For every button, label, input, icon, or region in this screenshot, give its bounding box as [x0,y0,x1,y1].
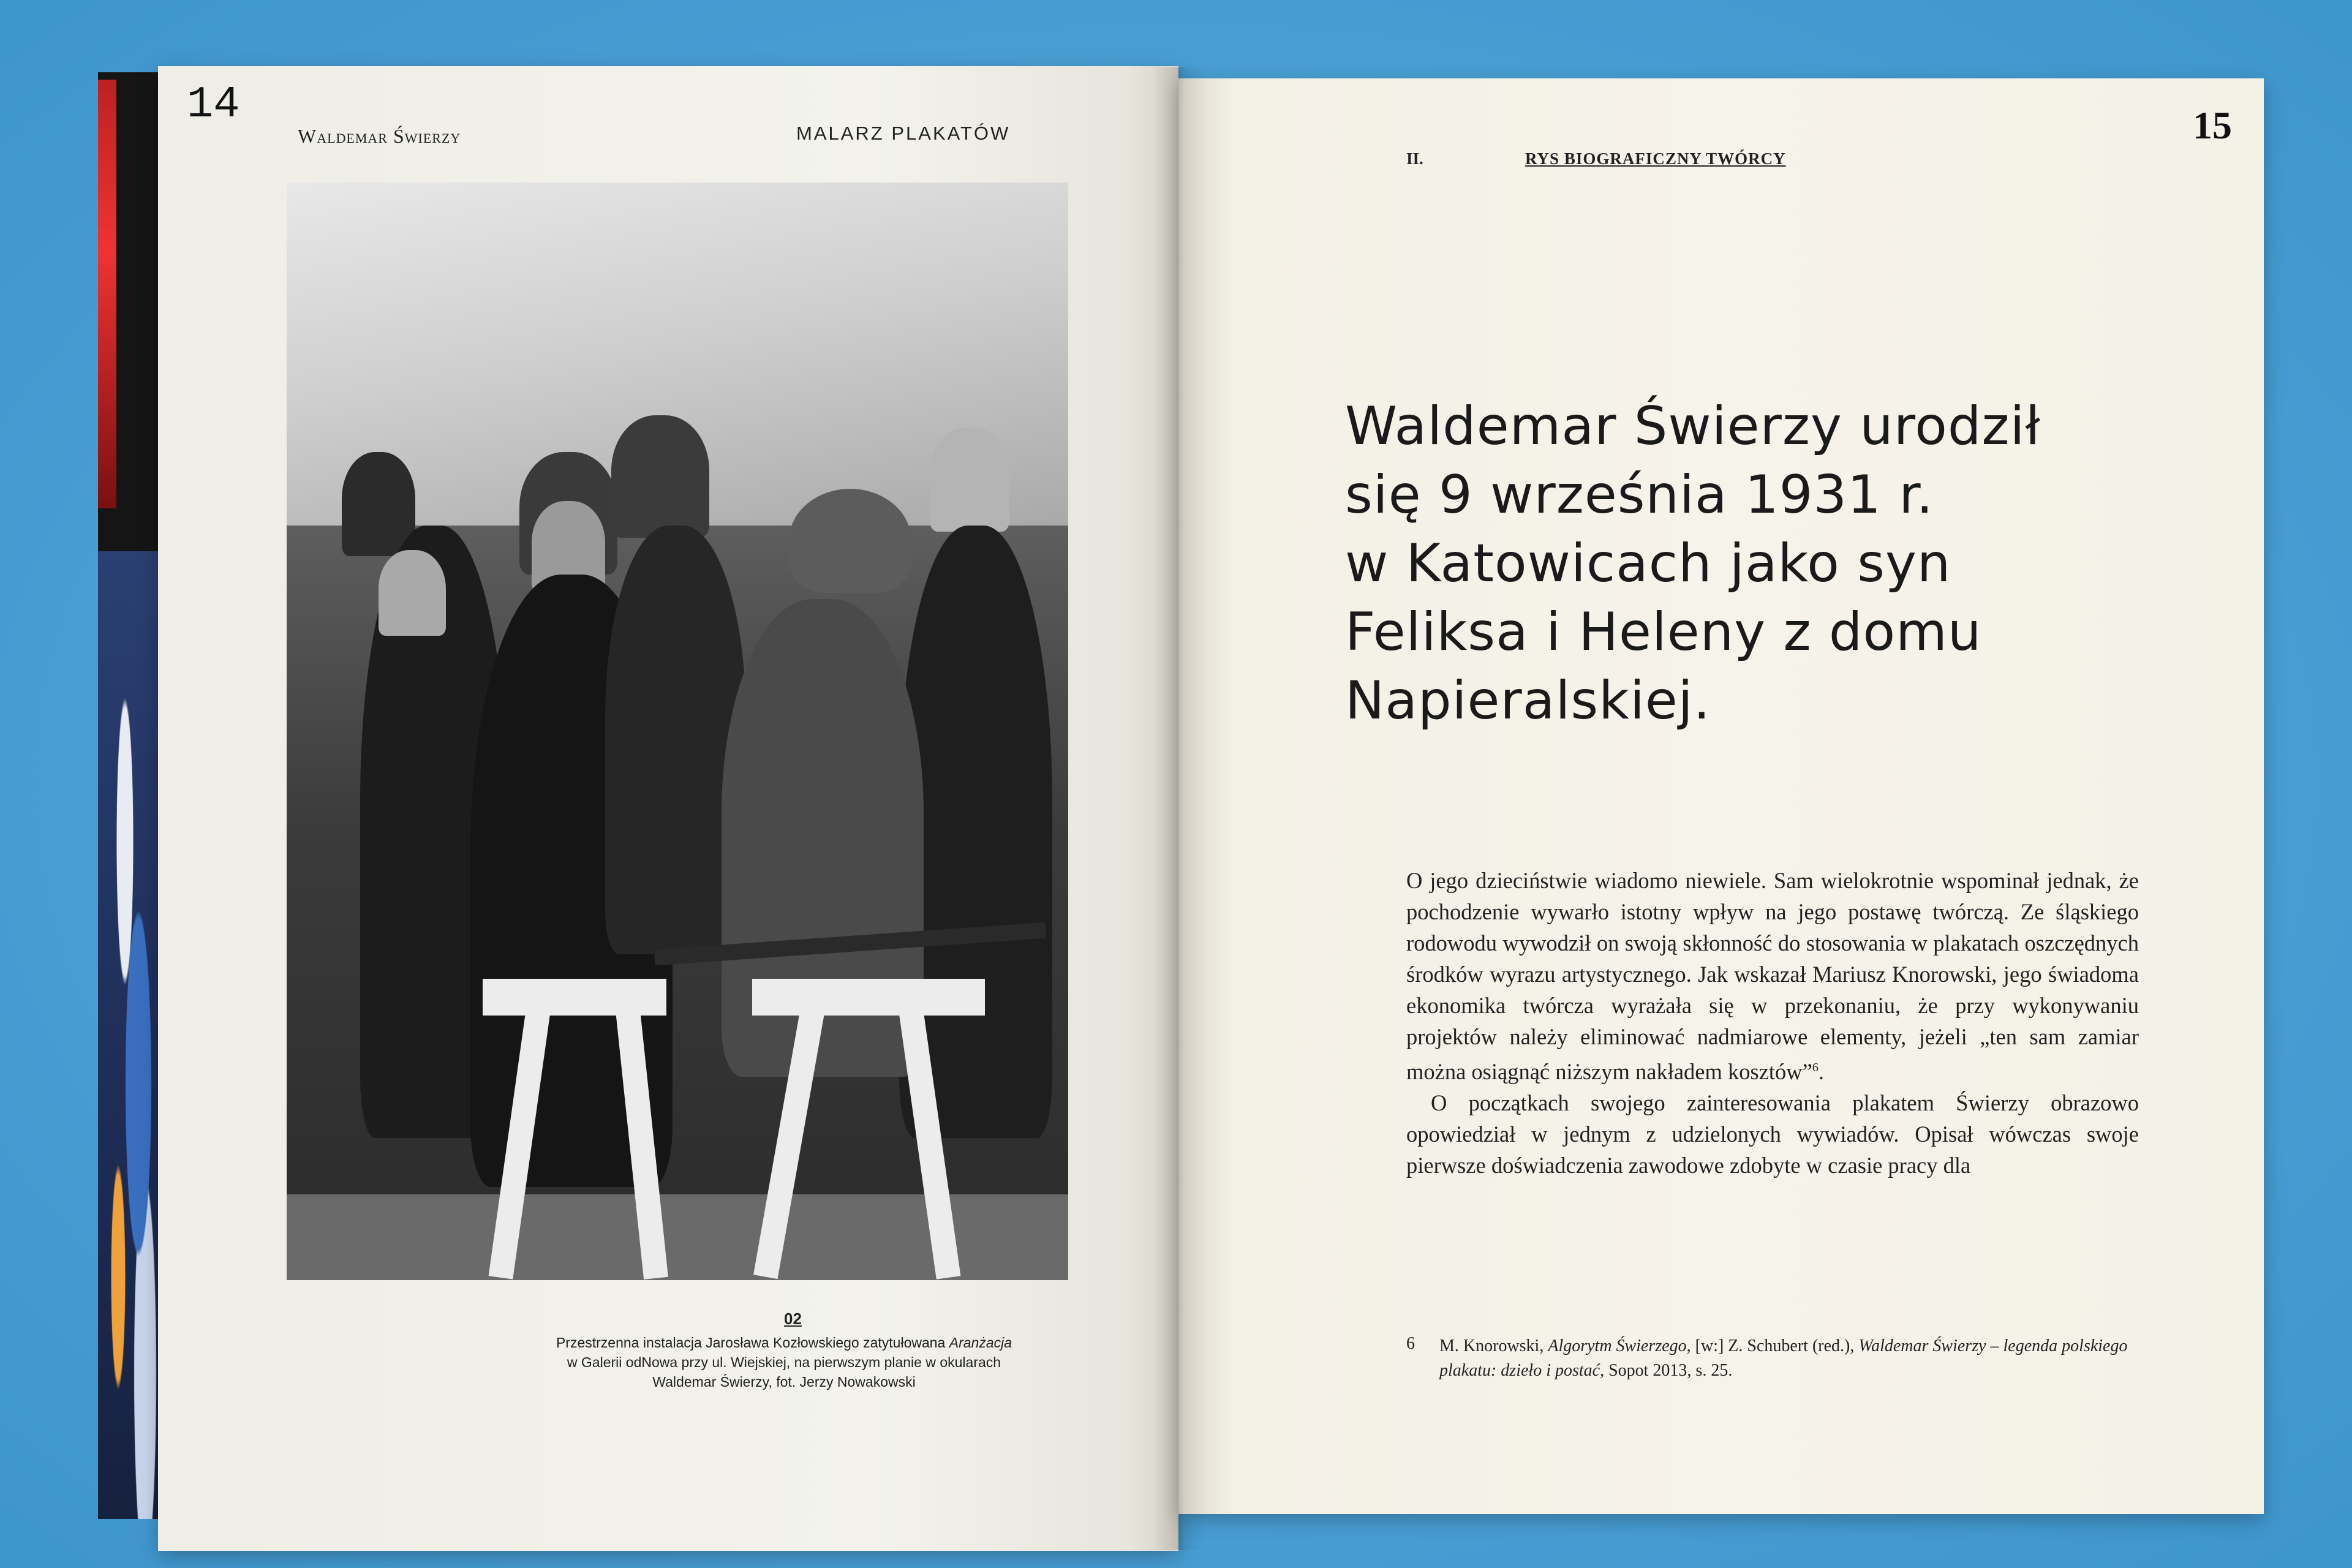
caption-work-title: Aranżacja [949,1335,1012,1351]
running-header-chapter-title: RYS BIOGRAFICZNY TWÓRCY [1525,149,1786,168]
book-gutter [1152,67,1207,1550]
figure-right-man-face [930,428,1009,532]
footnote-book-title: Waldemar Świerzy – legenda polskiego plakatu: dzieło i postać [1439,1336,2128,1380]
caption-line2: w Galerii odNowa przy ul. Wiejskiej, na pierwszym planie w okularach [567,1354,1001,1370]
headline-line: Waldemar Świerzy urodził [1345,396,2041,457]
footnote-article-title: Algorytm Świerzego [1548,1336,1687,1355]
cover-art-painting [98,551,165,1519]
body-text [1406,865,2139,1181]
running-header-chapter-number: II. [1406,149,1423,168]
page-number-right: 15 [2193,104,2232,147]
headline-line: w Katowicach jako syn [1345,533,1951,594]
footnote-reference: 6 [1812,1061,1819,1074]
historical-photograph [287,183,1068,1280]
cover-art-red [98,80,116,508]
headline-line: Feliksa i Heleny z domu [1345,601,1982,663]
footnote [1439,1334,2144,1383]
caption-number: 02 [784,1310,802,1328]
footnote-publication: , Sopot 2013, s. 25. [1600,1361,1733,1380]
running-header-title: MALARZ PLAKATÓW [796,123,1011,144]
paragraph-1-text: O jego dzieciństwie wiadomo niewiele. Sam wielokrotnie wspominał jednak, że pochodzenie wywarło istotny wpływ na jego postawę twórczą. Ze śląskiego rodowodu wywodził on swoją skłonność do stosowania w plakatach oszczędnych środków wyrazu artystycznego. Jak wskazał Mariusz Knorowski, jego świadoma ekonomika twórcza wyrażała się w przekonaniu, że przy wykonywaniu projektów należy eliminować nadmiarowe elementy, jeżeli „ten sam zamiar można osiągnąć niższym nakładem kosztów” [1406,868,2139,1085]
paragraph-1-end: . [1818,1059,1824,1085]
pull-quote-headline [1345,392,2190,735]
footnote-number: 6 [1406,1334,1415,1353]
body-paragraph: O początkach swojego zainteresowania plakatem Świerzy obrazowo opowiedział w jednym z udzielonych wywiadów. Opisał wówczas swoje pierwsze doświadczenia zawodowe zdobyte w czasie pracy dla [1406,1090,2139,1178]
photo-caption [502,1333,1066,1392]
footnote-editor: , [w:] Z. Schubert (red.), [1686,1336,1859,1355]
caption-line1: Przestrzenna instalacja Jarosława Kozłowskiego zatytułowana [556,1335,949,1351]
body-paragraph [1406,865,2139,1087]
headline-line: się 9 września 1931 r. [1345,464,1934,526]
right-page [1178,78,2264,1514]
footnote-author: M. Knorowski, [1439,1336,1548,1355]
running-header-author: Waldemar Świerzy [298,125,461,147]
page-number-left: 14 [187,80,240,130]
sawhorse-top-right [752,979,985,1016]
caption-line3: Waldemar Świerzy, fot. Jerzy Nowakowski [652,1374,916,1390]
figure-woman-face [379,550,446,636]
figure-woman-hat [789,489,911,593]
figure-center-man [611,415,709,538]
headline-line: Napieralskiej. [1345,670,1711,731]
